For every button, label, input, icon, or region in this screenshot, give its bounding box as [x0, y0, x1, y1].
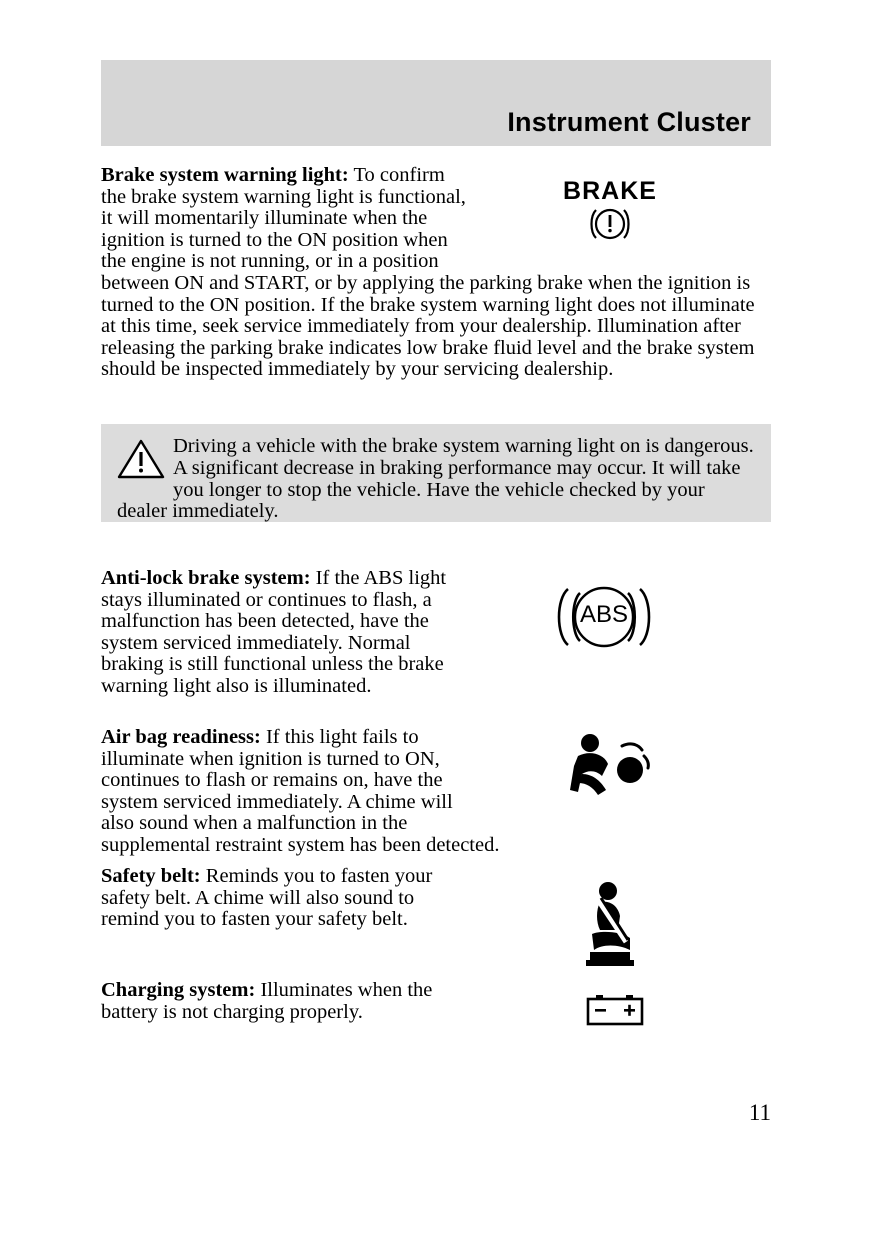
page-title: Instrument Cluster — [507, 107, 751, 137]
abs-warning-icon — [548, 575, 660, 659]
airbag-body: If this light fails to illuminate when ignition is turned to ON, continues to flash or remains on, have the system serviced immediately. A chime will also sound when a malfunction in the supplemental restraint system has been detected. — [101, 726, 500, 856]
warning-callout — [101, 424, 771, 522]
page-header-band — [101, 60, 771, 146]
warning-triangle-icon — [117, 438, 173, 482]
section-air-bag-readiness — [101, 727, 771, 857]
brake-warning-icon — [560, 178, 660, 248]
brake-heading: Brake system warning light: — [101, 164, 349, 186]
section-anti-lock-brake-system — [101, 568, 771, 698]
abs-body: If the ABS light stays illuminated or continues to flash, a malfunction has been detected, have the system serviced immediately. Normal braking is still functional unless the brake warning light also is illuminated. — [101, 567, 447, 697]
charging-heading: Charging system: — [101, 979, 256, 1001]
brake-icon-label: BRAKE — [563, 177, 657, 205]
page-number: 11 — [748, 1100, 771, 1125]
airbag-readiness-icon — [566, 730, 656, 800]
abs-heading: Anti-lock brake system: — [101, 567, 311, 589]
section-safety-belt — [101, 866, 771, 958]
section-charging-system — [101, 980, 771, 1040]
safety-belt-body: Reminds you to fasten your safety belt. A chime will also sound to remind you to fasten your safety belt. — [101, 865, 433, 931]
section-brake-system-warning-light — [101, 165, 771, 381]
abs-icon-label: ABS — [579, 601, 629, 628]
airbag-heading: Air bag readiness: — [101, 726, 261, 748]
safety-belt-heading: Safety belt: — [101, 865, 201, 887]
battery-charging-icon — [586, 993, 644, 1027]
brake-body: To confirm the brake system warning light is functional, it will momentarily illuminate when the ignition is turned to the ON position when the engine is not running, or in a position between ON and START, or by applying the parking brake when the ignition is turned to the ON position. If the brake system warning light does not illuminate at this time, seek service immediately from your dealership. Illumination after releasing the parking brake indicates low brake fluid level and the brake system should be inspected immediately by your servicing dealership. — [101, 164, 755, 381]
brake-icon-glyph — [560, 204, 660, 244]
charging-body: Illuminates when the battery is not charging properly. — [101, 979, 433, 1023]
safety-belt-icon — [578, 880, 642, 968]
warning-text: Driving a vehicle with the brake system warning light on is dangerous. A significant decrease in braking performance may occur. It will take you longer to stop the vehicle. Have the vehicle checked by your dealer immediately. — [117, 435, 754, 523]
